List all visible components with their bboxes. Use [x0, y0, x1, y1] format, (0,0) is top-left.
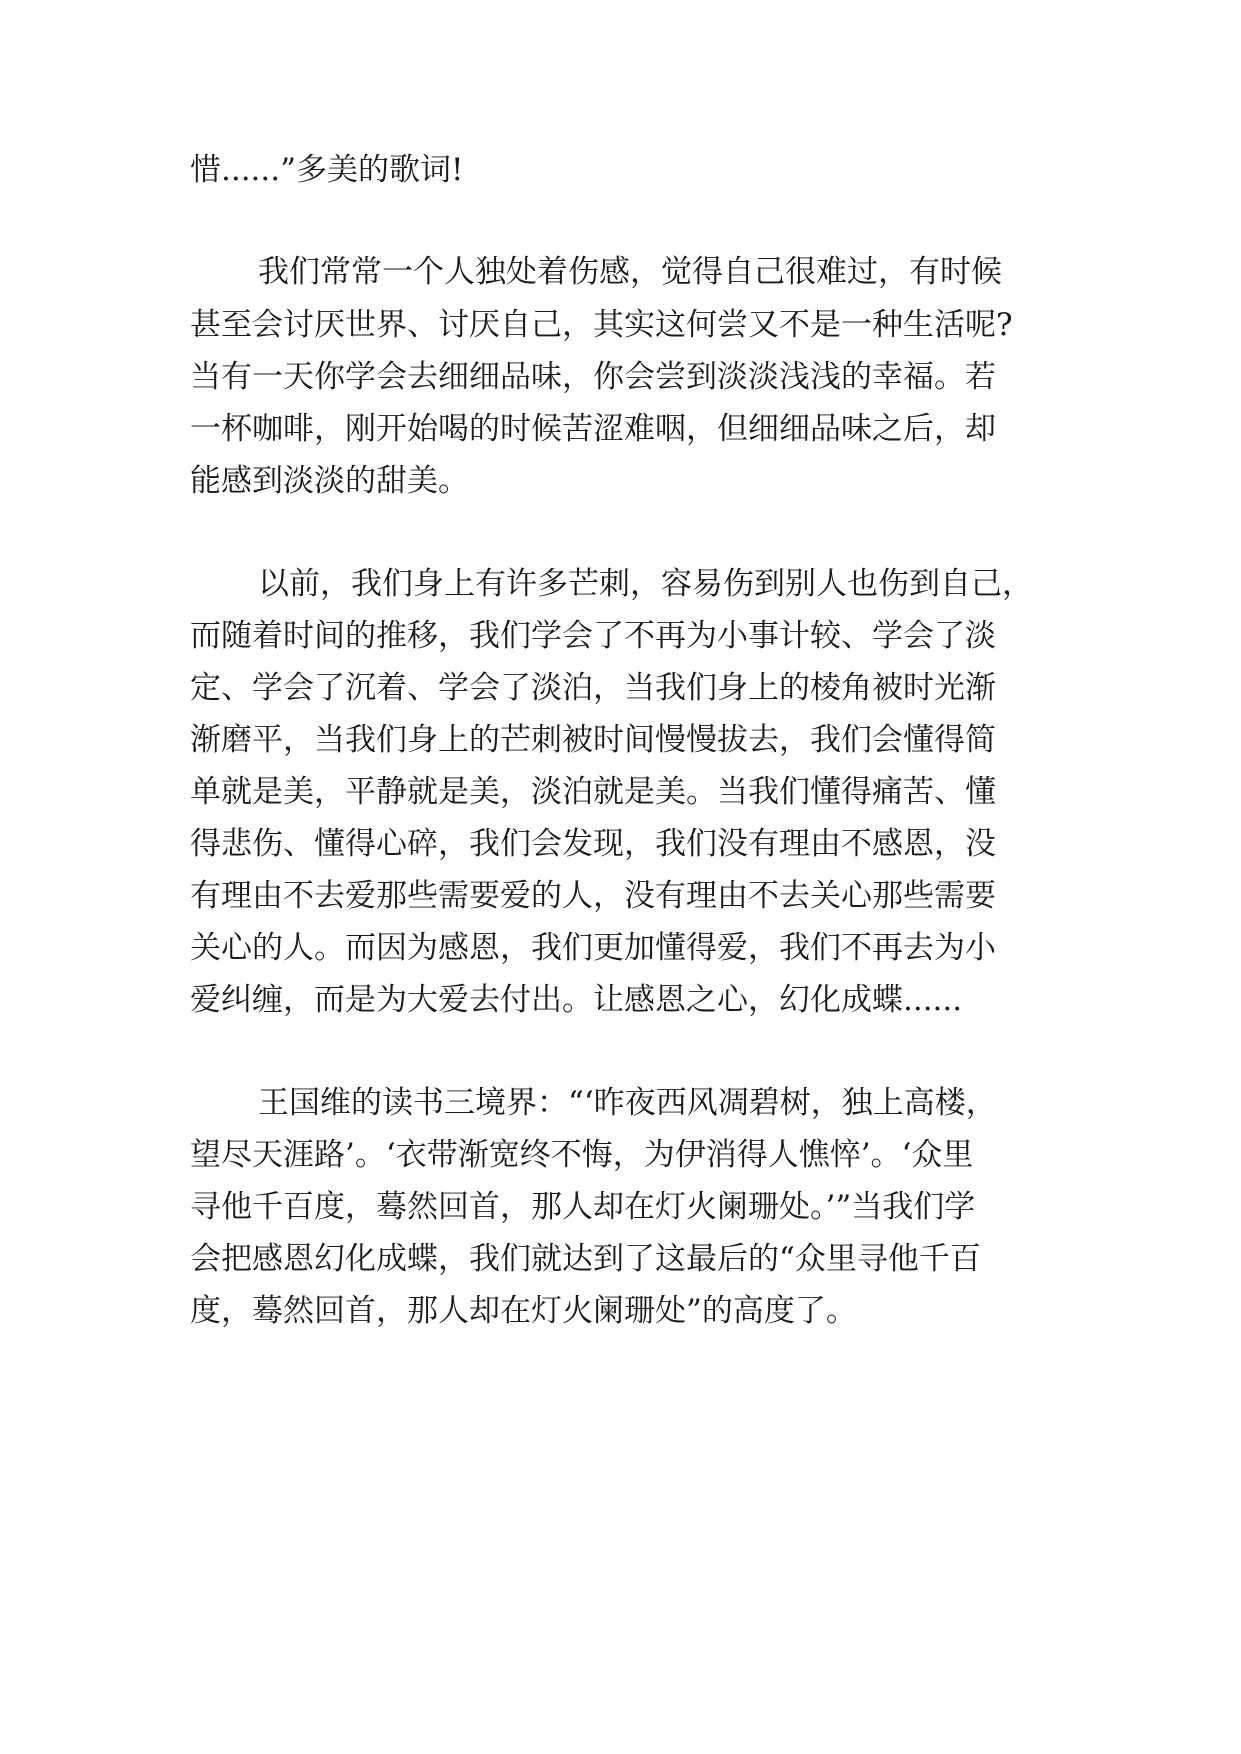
paragraph-2-line-3: 当有一天你学会去细细品味，你会尝到淡淡浅浅的幸福。若 [190, 359, 996, 395]
paragraph-4-line-2: 望尽天涯路’。‘衣带渐宽终不悔，为伊消得人憔悴’。‘众里 [190, 1137, 974, 1173]
paragraph-3-line-4: 渐磨平，当我们身上的芒刺被时间慢慢拔去，我们会懂得简 [190, 722, 996, 758]
paragraph-3-line-5: 单就是美，平静就是美，淡泊就是美。当我们懂得痛苦、懂 [190, 774, 996, 810]
paragraph-3-line-3: 定、学会了沉着、学会了淡泊，当我们身上的棱角被时光渐 [190, 670, 996, 706]
paragraph-4-line-3: 寻他千百度，蓦然回首，那人却在灯火阑珊处。’”当我们学 [190, 1189, 976, 1225]
paragraph-2-line-1: 我们常常一个人独处着伤感，觉得自己很难过，有时候 [258, 254, 1002, 290]
paragraph-3-line-6: 得悲伤、懂得心碎，我们会发现，我们没有理由不感恩，没 [190, 826, 996, 862]
paragraph-4-line-1: 王国维的读书三境界：“‘昨夜西风凋碧树，独上高楼， [258, 1085, 997, 1121]
paragraph-1-line-1: 惜......”多美的歌词! [190, 152, 464, 188]
paragraph-2-line-5: 能感到淡淡的甜美。 [190, 463, 469, 499]
paragraph-3-line-9: 爱纠缠，而是为大爱去付出。让感恩之心，幻化成蝶...... [190, 982, 963, 1018]
paragraph-2-line-2: 甚至会讨厌世界、讨厌自己，其实这何尝又不是一种生活呢? [190, 307, 1013, 343]
paragraph-4-line-4: 会把感恩幻化成蝶，我们就达到了这最后的“众里寻他千百 [190, 1241, 981, 1277]
paragraph-4-line-5: 度，蓦然回首，那人却在灯火阑珊处”的高度了。 [190, 1293, 857, 1329]
paragraph-3-line-7: 有理由不去爱那些需要爱的人，没有理由不去关心那些需要 [190, 878, 996, 914]
paragraph-2-line-4: 一杯咖啡，刚开始喝的时候苦涩难咽，但细细品味之后，却 [190, 411, 996, 447]
paragraph-3-line-8: 关心的人。而因为感恩，我们更加懂得爱，我们不再去为小 [190, 930, 996, 966]
paragraph-3-line-1: 以前，我们身上有许多芒刺，容易伤到别人也伤到自己， [258, 566, 1033, 602]
paragraph-3-line-2: 而随着时间的推移，我们学会了不再为小事计较、学会了淡 [190, 618, 996, 654]
